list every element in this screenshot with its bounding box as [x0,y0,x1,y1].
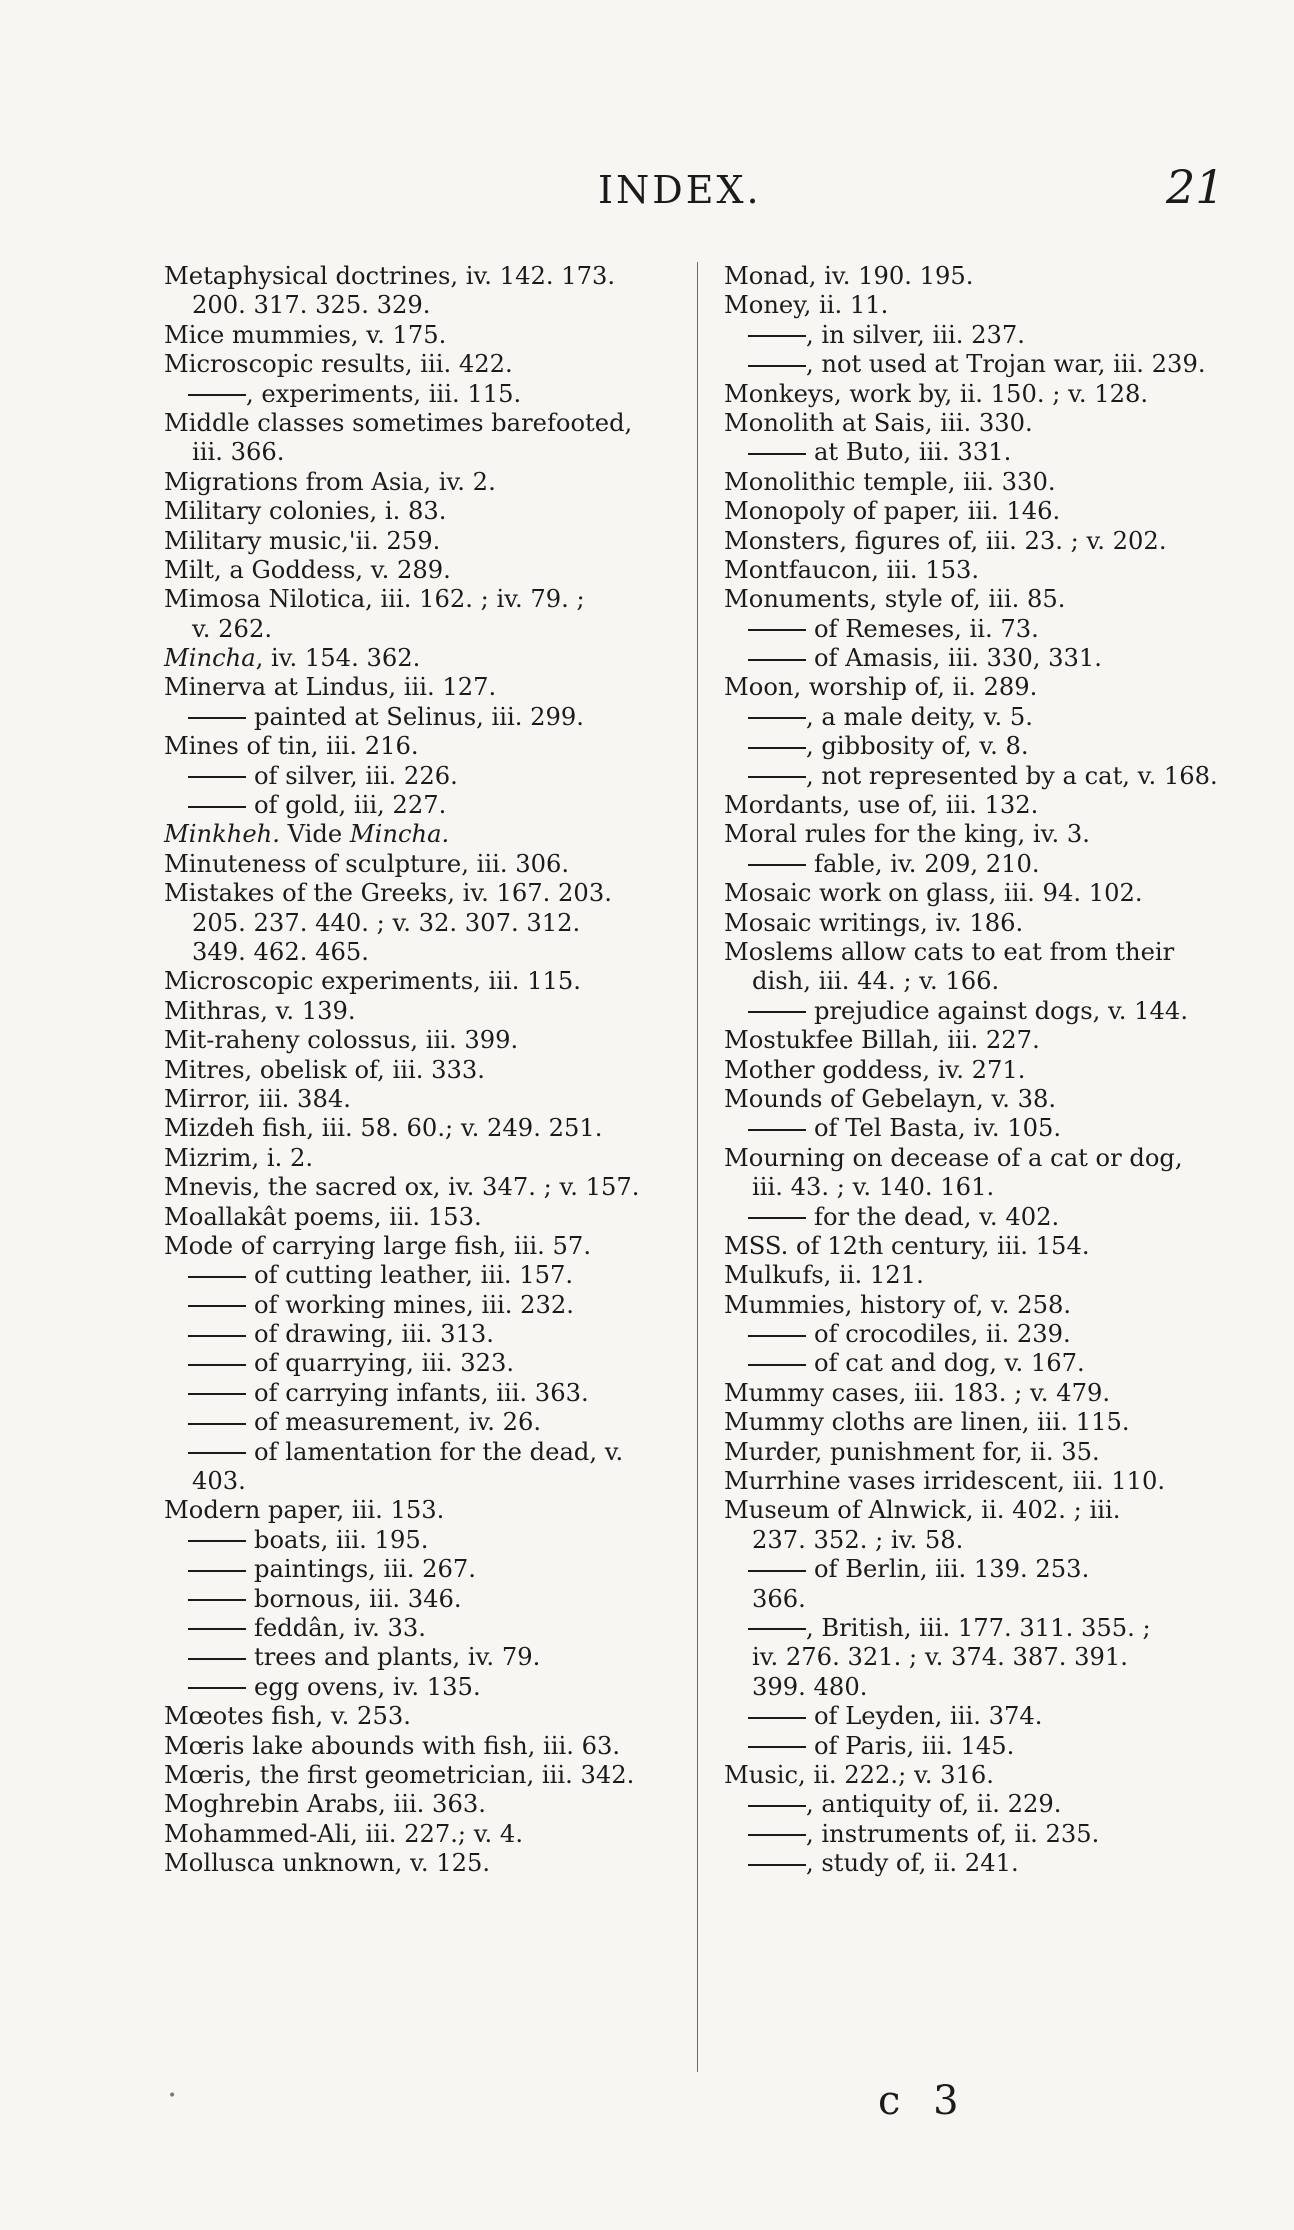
index-entry: at Buto, iii. 331. [724,438,1244,467]
entry-term: Mincha [164,644,256,673]
index-entry: Mœris lake abounds with fish, iii. 63. [164,1731,621,1760]
index-entry: fable, iv. 209, 210. [724,850,1244,879]
index-entry: , in silver, iii. 237. [724,321,1244,350]
index-entry: Mimosa Nilotica, iii. 162. ; iv. 79. ; [164,585,585,614]
index-entry: of Amasis, iii. 330, 331. [724,644,1244,673]
index-entry: Mœris, the first geometrician, iii. 342. [164,1760,635,1789]
index-entry: iii. 43. ; v. 140. 161. [752,1173,995,1202]
index-entry: Mollusca unknown, v. 125. [164,1849,491,1878]
index-entry: 205. 237. 440. ; v. 32. 307. 312. [192,908,581,937]
index-entry: of Paris, iii. 145. [724,1732,1244,1761]
index-entry: Mirror, iii. 384. [164,1084,351,1113]
index-entry: Mitres, obelisk of, iii. 333. [164,1055,485,1084]
index-entry: Mordants, use of, iii. 132. [724,791,1039,820]
index-entry: Moallakât poems, iii. 153. [164,1202,482,1231]
index-entry: Montfaucon, iii. 153. [724,555,980,584]
index-entry [164,820,679,849]
index-entry: v. 262. [192,614,273,643]
index-entry: Monkeys, work by, ii. 150. ; v. 128. [724,379,1149,408]
index-entry: , experiments, iii. 115. [164,380,679,409]
index-entry: , instruments of, ii. 235. [724,1820,1244,1849]
index-entry: Mounds of Gebelayn, v. 38. [724,1084,1057,1113]
page-title: INDEX. [598,168,762,212]
index-entry: of carrying infants, iii. 363. [164,1379,679,1408]
cross-reference: Mincha. [349,820,450,849]
index-entry: for the dead, v. 402. [724,1203,1244,1232]
index-entry: Monad, iv. 190. 195. [724,262,974,290]
printer-mark: • [168,2088,177,2104]
index-entry: boats, iii. 195. [164,1526,679,1555]
index-entry: Music, ii. 222.; v. 316. [724,1760,994,1789]
index-entry: , antiquity of, ii. 229. [724,1790,1244,1819]
index-entry: Moghrebin Arabs, iii. 363. [164,1790,486,1819]
index-entry: of measurement, iv. 26. [164,1408,679,1437]
index-entry: of quarrying, iii. 323. [164,1349,679,1378]
index-entry: of cutting leather, iii. 157. [164,1261,679,1290]
index-entry: Minerva at Lindus, iii. 127. [164,673,497,702]
index-entry: Migrations from Asia, iv. 2. [164,467,496,496]
index-entry: feddân, iv. 33. [164,1614,679,1643]
index-entry: MSS. of 12th century, iii. 154. [724,1231,1090,1260]
index-entry: 366. [752,1584,806,1613]
index-entry: Modern paper, iii. 153. [164,1496,445,1525]
index-entry: painted at Selinus, iii. 299. [164,703,679,732]
index-entry: 200. 317. 325. 329. [192,291,431,320]
index-entry: 403. [192,1467,246,1496]
index-entry: Murrhine vases irridescent, iii. 110. [724,1467,1166,1496]
index-entry: Mistakes of the Greeks, iv. 167. 203. [164,879,612,908]
index-entry: Mizdeh fish, iii. 58. 60.; v. 249. 251. [164,1114,603,1143]
page-header [0,160,1294,230]
entry-refs: , iv. 154. 362. [255,644,421,673]
index-entry: Mummy cases, iii. 183. ; v. 479. [724,1378,1111,1407]
index-entry: of Leyden, iii. 374. [724,1702,1244,1731]
vide-label: Vide [279,820,350,849]
index-entry: Microscopic results, iii. 422. [164,350,513,379]
index-entry: Murder, punishment for, ii. 35. [724,1437,1100,1466]
index-entry: of gold, iii, 227. [164,791,679,820]
index-entry: , not represented by a cat, v. 168. [724,762,1244,791]
index-entry: of silver, iii. 226. [164,762,679,791]
index-entry: Mostukfee Billah, iii. 227. [724,1026,1040,1055]
index-entry: of working mines, iii. 232. [164,1291,679,1320]
index-entry: Mode of carrying large fish, iii. 57. [164,1231,592,1260]
index-entry: 399. 480. [752,1672,868,1701]
index-entry: of crocodiles, ii. 239. [724,1320,1244,1349]
index-entry: Monolithic temple, iii. 330. [724,467,1056,496]
index-entry: Mosaic work on glass, iii. 94. 102. [724,879,1143,908]
index-entry: Monsters, figures of, iii. 23. ; v. 202. [724,526,1167,555]
index-entry: Mosaic writings, iv. 186. [724,908,1024,937]
index-entry: iii. 366. [192,438,285,467]
index-entry [164,644,679,673]
index-entry: prejudice against dogs, v. 144. [724,997,1244,1026]
index-entry: Mohammed-Ali, iii. 227.; v. 4. [164,1819,524,1848]
index-entry: Military music,'ii. 259. [164,526,441,555]
index-entry: Minuteness of sculpture, iii. 306. [164,849,570,878]
index-entry: Monuments, style of, iii. 85. [724,585,1066,614]
index-entry: Mummies, history of, v. 258. [724,1290,1072,1319]
index-entry: , a male deity, v. 5. [724,703,1244,732]
index-entry: Mithras, v. 139. [164,996,356,1025]
index-entry: , gibbosity of, v. 8. [724,732,1244,761]
page-number: 21 [1166,160,1225,214]
index-entry: Middle classes sometimes barefooted, [164,408,633,437]
index-entry: dish, iii. 44. ; v. 166. [752,967,1000,996]
index-entry: Mummy cloths are linen, iii. 115. [724,1408,1130,1437]
index-entry: Monopoly of paper, iii. 146. [724,497,1061,526]
index-entry: paintings, iii. 267. [164,1555,679,1584]
index-entry: of Berlin, iii. 139. 253. [724,1555,1244,1584]
column-divider [697,262,698,2072]
index-entry: Museum of Alnwick, ii. 402. ; iii. [724,1496,1121,1525]
index-entry: trees and plants, iv. 79. [164,1643,679,1672]
index-entry: Moral rules for the king, iv. 3. [724,820,1090,849]
index-entry: Mourning on decease of a cat or dog, [724,1143,1183,1172]
index-entry: Monolith at Sais, iii. 330. [724,408,1033,437]
index-entry: Metaphysical doctrines, iv. 142. 173. [164,262,616,290]
index-entry: Mnevis, the sacred ox, iv. 347. ; v. 157. [164,1173,640,1202]
index-entry: Mines of tin, iii. 216. [164,732,419,761]
index-entry: bornous, iii. 346. [164,1585,679,1614]
index-entry: of lamentation for the dead, v. [164,1438,679,1467]
index-column-right [724,262,1244,1878]
index-entry: of cat and dog, v. 167. [724,1349,1244,1378]
index-entry: Moslems allow cats to eat from their [724,937,1175,966]
index-entry: Mœotes fish, v. 253. [164,1702,411,1731]
index-entry: Mice mummies, v. 175. [164,320,447,349]
index-entry: , not used at Trojan war, iii. 239. [724,350,1244,379]
index-entry: 349. 462. 465. [192,937,369,966]
index-entry: Mit-raheny colossus, iii. 399. [164,1026,519,1055]
index-entry: of drawing, iii. 313. [164,1320,679,1349]
index-entry: Military colonies, i. 83. [164,497,447,526]
index-entry: Mulkufs, ii. 121. [724,1261,924,1290]
index-entry: , British, iii. 177. 311. 355. ; [724,1614,1244,1643]
index-entry: , study of, ii. 241. [724,1849,1244,1878]
index-entry: 237. 352. ; iv. 58. [752,1525,964,1554]
index-entry: egg ovens, iv. 135. [164,1673,679,1702]
index-entry: iv. 276. 321. ; v. 374. 387. 391. [752,1643,1128,1672]
signature-mark: c 3 [878,2078,969,2124]
index-column-left [164,262,679,1878]
index-entry: of Tel Basta, iv. 105. [724,1114,1244,1143]
index-entry: Microscopic experiments, iii. 115. [164,967,581,996]
index-entry: Mizrim, i. 2. [164,1143,314,1172]
index-entry: Moon, worship of, ii. 289. [724,673,1038,702]
index-entry: of Remeses, ii. 73. [724,615,1244,644]
index-entry: Money, ii. 11. [724,291,889,320]
entry-term: Minkheh. [164,820,280,849]
index-entry: Milt, a Goddess, v. 289. [164,555,451,584]
index-entry: Mother goddess, iv. 271. [724,1055,1026,1084]
